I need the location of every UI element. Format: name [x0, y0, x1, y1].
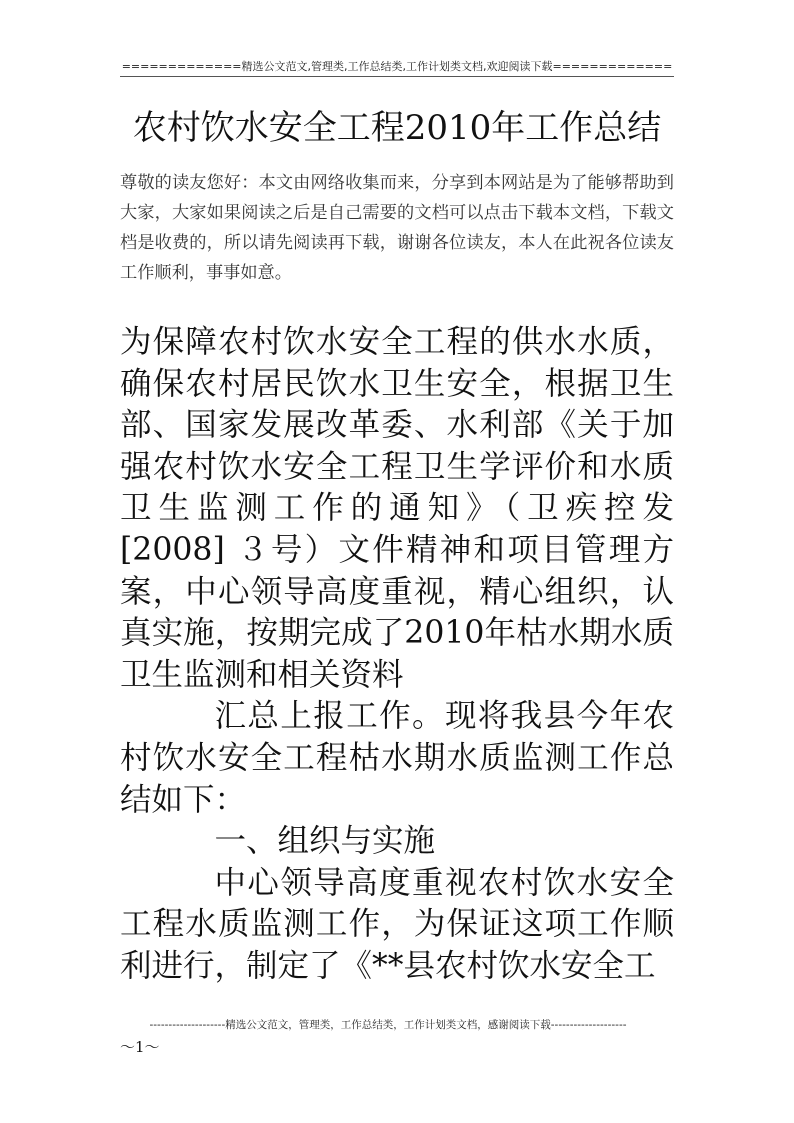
section-heading: 一、组织与实施	[214, 823, 436, 860]
page-footer: --------------------精选公文范文，管理类，工作总结类，工作计划类文档，感谢阅读下载--------------------	[149, 1019, 627, 1031]
body-paragraph: 中心领导高度重视农村饮水安全工程水质监测工作，为保证这项工作顺利进行，制定了《**县农村饮水安全工	[120, 864, 674, 984]
page-number: ～1～	[120, 1038, 160, 1056]
page-header: =============精选公文范文,管理类,工作总结类,工作计划类文档,欢迎阅读下载=============	[120, 58, 674, 77]
reader-notice: 尊敬的读友您好：本文由网络收集而来，分享到本网站是为了能够帮助到大家，大家如果阅读之后是自己需要的文档可以点击下载本文档，下载文档是收费的，所以请先阅读再下载，谢谢各位读友，本人在此祝各位读友工作顺利，事事如意。	[120, 173, 674, 283]
document-body	[120, 322, 674, 988]
body-paragraph: 汇总上报工作。现将我县今年农村饮水安全工程枯水期水质监测工作总结如下：	[120, 698, 674, 818]
document-title: 农村饮水安全工程2010年工作总结	[132, 108, 662, 148]
body-paragraph: 为保障农村饮水安全工程的供水水质，确保农村居民饮水卫生安全，根据卫生部、国家发展改革委、水利部《关于加强农村饮水安全工程卫生学评价和水质卫生监测工作的通知》（卫疾控发[2008] ３号）文件精神和项目管理方案，中心领导高度重视，精心组织，认真实施，按期完成了2010年枯水期水质卫生监测和相关资料	[120, 324, 674, 693]
